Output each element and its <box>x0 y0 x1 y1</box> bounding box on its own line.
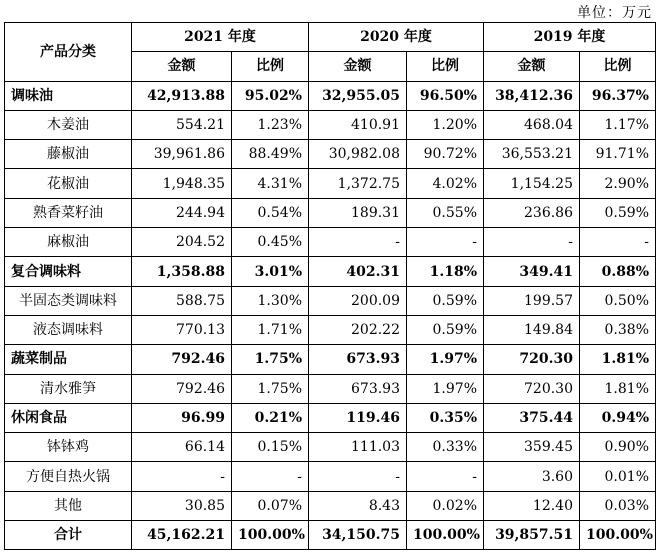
ratio-cell: 1.20% <box>407 110 484 139</box>
amount-cell: 1,948.35 <box>132 169 232 198</box>
unit-label: 单位：万元 <box>577 5 652 21</box>
ratio-cell: 95.02% <box>232 81 309 110</box>
table-row <box>5 140 656 169</box>
ratio-cell: 1.81% <box>580 374 656 403</box>
row-label: 液态调味料 <box>5 315 132 344</box>
ratio-cell: 0.03% <box>580 491 656 520</box>
amount-cell: 96.99 <box>132 403 232 432</box>
ratio-cell: 88.49% <box>232 140 309 169</box>
amount-cell: 720.30 <box>484 345 580 374</box>
header-row-years <box>5 23 656 52</box>
amount-cell: 375.44 <box>484 403 580 432</box>
amount-cell: 200.09 <box>309 286 407 315</box>
year-header-2019: 2019 年度 <box>484 23 656 52</box>
ratio-cell: 0.07% <box>232 491 309 520</box>
amount-cell: 34,150.75 <box>309 521 407 550</box>
row-label: 方便自热火锅 <box>5 462 132 491</box>
amount-cell: 792.46 <box>132 374 232 403</box>
amount-cell: 38,412.36 <box>484 81 580 110</box>
ratio-cell: 0.45% <box>232 228 309 257</box>
ratio-cell: - <box>407 228 484 257</box>
ratio-cell: 1.97% <box>407 374 484 403</box>
ratio-cell: 96.50% <box>407 81 484 110</box>
row-label: 蔬菜制品 <box>5 345 132 374</box>
amount-header: 金额 <box>484 52 580 81</box>
row-label: 麻椒油 <box>5 228 132 257</box>
table-row <box>5 169 656 198</box>
table-row <box>5 315 656 344</box>
ratio-cell: 4.02% <box>407 169 484 198</box>
amount-cell: 30.85 <box>132 491 232 520</box>
amount-cell: 554.21 <box>132 110 232 139</box>
ratio-cell: 96.37% <box>580 81 656 110</box>
amount-cell: 1,372.75 <box>309 169 407 198</box>
table-row <box>5 374 656 403</box>
category-header: 产品分类 <box>5 23 132 82</box>
amount-cell: - <box>484 228 580 257</box>
ratio-cell: 0.15% <box>232 433 309 462</box>
year-header-2021: 2021 年度 <box>132 23 309 52</box>
row-label: 木姜油 <box>5 110 132 139</box>
ratio-cell: 0.01% <box>580 462 656 491</box>
total-row <box>5 521 656 550</box>
category-row <box>5 81 656 110</box>
amount-cell: 588.75 <box>132 286 232 315</box>
amount-cell: 189.31 <box>309 198 407 227</box>
amount-cell: 204.52 <box>132 228 232 257</box>
row-label: 钵钵鸡 <box>5 433 132 462</box>
ratio-cell: 0.88% <box>580 257 656 286</box>
amount-cell: 673.93 <box>309 374 407 403</box>
ratio-cell: 100.00% <box>407 521 484 550</box>
ratio-header: 比例 <box>232 52 309 81</box>
ratio-cell: 0.90% <box>580 433 656 462</box>
ratio-cell: 0.59% <box>580 198 656 227</box>
row-label: 清水雅笋 <box>5 374 132 403</box>
row-label: 熟香菜籽油 <box>5 198 132 227</box>
amount-header: 金额 <box>132 52 232 81</box>
amount-cell: 119.46 <box>309 403 407 432</box>
ratio-cell: 0.55% <box>407 198 484 227</box>
row-label: 合计 <box>5 521 132 550</box>
amount-cell: 149.84 <box>484 315 580 344</box>
category-row <box>5 345 656 374</box>
row-label: 调味油 <box>5 81 132 110</box>
amount-cell: 236.86 <box>484 198 580 227</box>
amount-cell: 3.60 <box>484 462 580 491</box>
ratio-cell: - <box>407 462 484 491</box>
ratio-cell: 3.01% <box>232 257 309 286</box>
row-label: 藤椒油 <box>5 140 132 169</box>
ratio-cell: 4.31% <box>232 169 309 198</box>
amount-cell: 244.94 <box>132 198 232 227</box>
amount-cell: 8.43 <box>309 491 407 520</box>
table-body <box>5 81 656 550</box>
ratio-cell: 0.35% <box>407 403 484 432</box>
amount-cell: 45,162.21 <box>132 521 232 550</box>
table-row <box>5 228 656 257</box>
category-row <box>5 403 656 432</box>
ratio-cell: 0.54% <box>232 198 309 227</box>
ratio-cell: 1.30% <box>232 286 309 315</box>
row-label: 半固态类调味料 <box>5 286 132 315</box>
amount-cell: - <box>309 462 407 491</box>
ratio-cell: 0.02% <box>407 491 484 520</box>
ratio-cell: 0.38% <box>580 315 656 344</box>
ratio-cell: 0.59% <box>407 286 484 315</box>
amount-cell: 402.31 <box>309 257 407 286</box>
ratio-cell: 1.18% <box>407 257 484 286</box>
amount-cell: 199.57 <box>484 286 580 315</box>
ratio-cell: 0.59% <box>407 315 484 344</box>
row-label: 休闲食品 <box>5 403 132 432</box>
ratio-cell: 1.81% <box>580 345 656 374</box>
amount-cell: 1,154.25 <box>484 169 580 198</box>
amount-cell: 42,913.88 <box>132 81 232 110</box>
ratio-cell: 0.21% <box>232 403 309 432</box>
ratio-cell: 1.75% <box>232 374 309 403</box>
amount-cell: 66.14 <box>132 433 232 462</box>
amount-cell: 410.91 <box>309 110 407 139</box>
row-label: 花椒油 <box>5 169 132 198</box>
table-row <box>5 462 656 491</box>
amount-cell: 673.93 <box>309 345 407 374</box>
table-row <box>5 198 656 227</box>
ratio-cell: 0.50% <box>580 286 656 315</box>
amount-cell: 1,358.88 <box>132 257 232 286</box>
amount-cell: 792.46 <box>132 345 232 374</box>
table-row <box>5 433 656 462</box>
row-label: 其他 <box>5 491 132 520</box>
amount-cell: 39,961.86 <box>132 140 232 169</box>
table-row <box>5 286 656 315</box>
amount-cell: - <box>309 228 407 257</box>
ratio-cell: 0.33% <box>407 433 484 462</box>
amount-cell: 30,982.08 <box>309 140 407 169</box>
amount-cell: 32,955.05 <box>309 81 407 110</box>
amount-cell: 39,857.51 <box>484 521 580 550</box>
ratio-cell: 2.90% <box>580 169 656 198</box>
ratio-cell: 0.94% <box>580 403 656 432</box>
ratio-cell: - <box>232 462 309 491</box>
ratio-cell: 1.97% <box>407 345 484 374</box>
ratio-cell: 1.17% <box>580 110 656 139</box>
amount-cell: 770.13 <box>132 315 232 344</box>
row-label: 复合调味料 <box>5 257 132 286</box>
amount-cell: 111.03 <box>309 433 407 462</box>
ratio-header: 比例 <box>407 52 484 81</box>
amount-cell: 720.30 <box>484 374 580 403</box>
amount-cell: 202.22 <box>309 315 407 344</box>
table-row <box>5 110 656 139</box>
ratio-header: 比例 <box>580 52 656 81</box>
ratio-cell: 100.00% <box>232 521 309 550</box>
ratio-cell: 100.00% <box>580 521 656 550</box>
ratio-cell: - <box>580 228 656 257</box>
ratio-cell: 90.72% <box>407 140 484 169</box>
table-row <box>5 491 656 520</box>
ratio-cell: 1.71% <box>232 315 309 344</box>
product-sales-table <box>4 22 656 550</box>
amount-cell: 468.04 <box>484 110 580 139</box>
amount-cell: - <box>132 462 232 491</box>
ratio-cell: 1.75% <box>232 345 309 374</box>
amount-cell: 359.45 <box>484 433 580 462</box>
category-row <box>5 257 656 286</box>
amount-cell: 349.41 <box>484 257 580 286</box>
ratio-cell: 91.71% <box>580 140 656 169</box>
year-header-2020: 2020 年度 <box>309 23 484 52</box>
amount-header: 金额 <box>309 52 407 81</box>
ratio-cell: 1.23% <box>232 110 309 139</box>
amount-cell: 36,553.21 <box>484 140 580 169</box>
amount-cell: 12.40 <box>484 491 580 520</box>
